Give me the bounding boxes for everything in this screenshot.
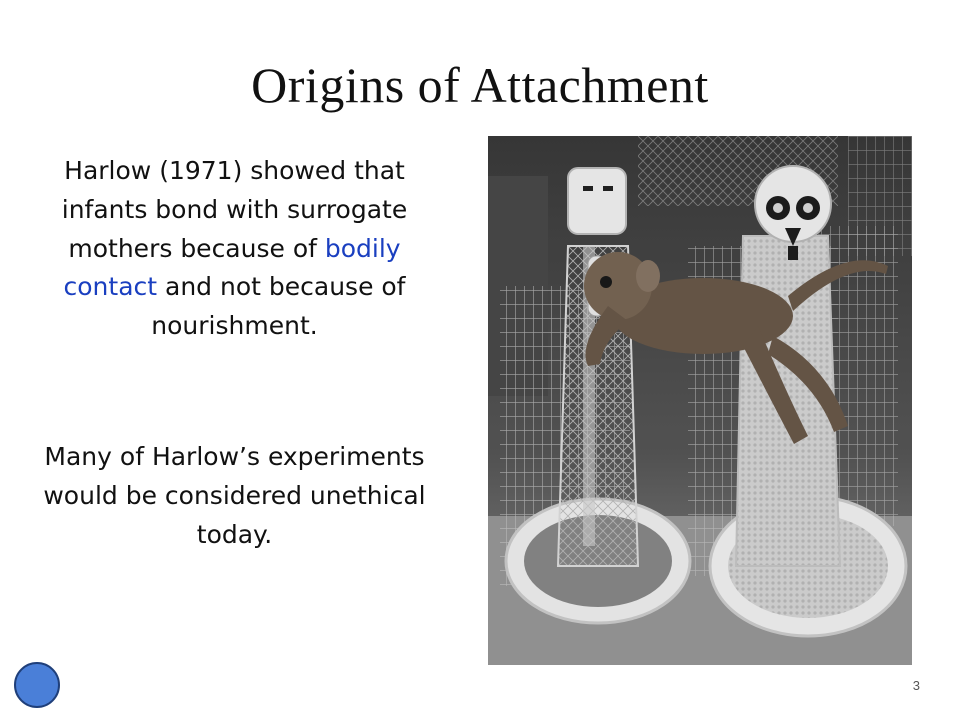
harlow-monkey-photo	[488, 136, 912, 665]
highlight-bodily-contact: bodily contact	[63, 233, 401, 302]
slide-decorative-circle	[14, 662, 60, 708]
slide-title: Origins of Attachment	[251, 57, 709, 113]
page-number: 3	[912, 678, 920, 693]
paragraph1-after: and not because of nourishment.	[151, 272, 406, 340]
paragraph1-before: Harlow (1971) showed that infants bond with surrogate mothers because of	[61, 156, 408, 263]
photo-illustration	[488, 136, 912, 665]
paragraph-ethics-note: Many of Harlow’s experiments would be considered unethical today.	[43, 442, 426, 549]
paragraph-harlow-finding	[22, 152, 447, 346]
